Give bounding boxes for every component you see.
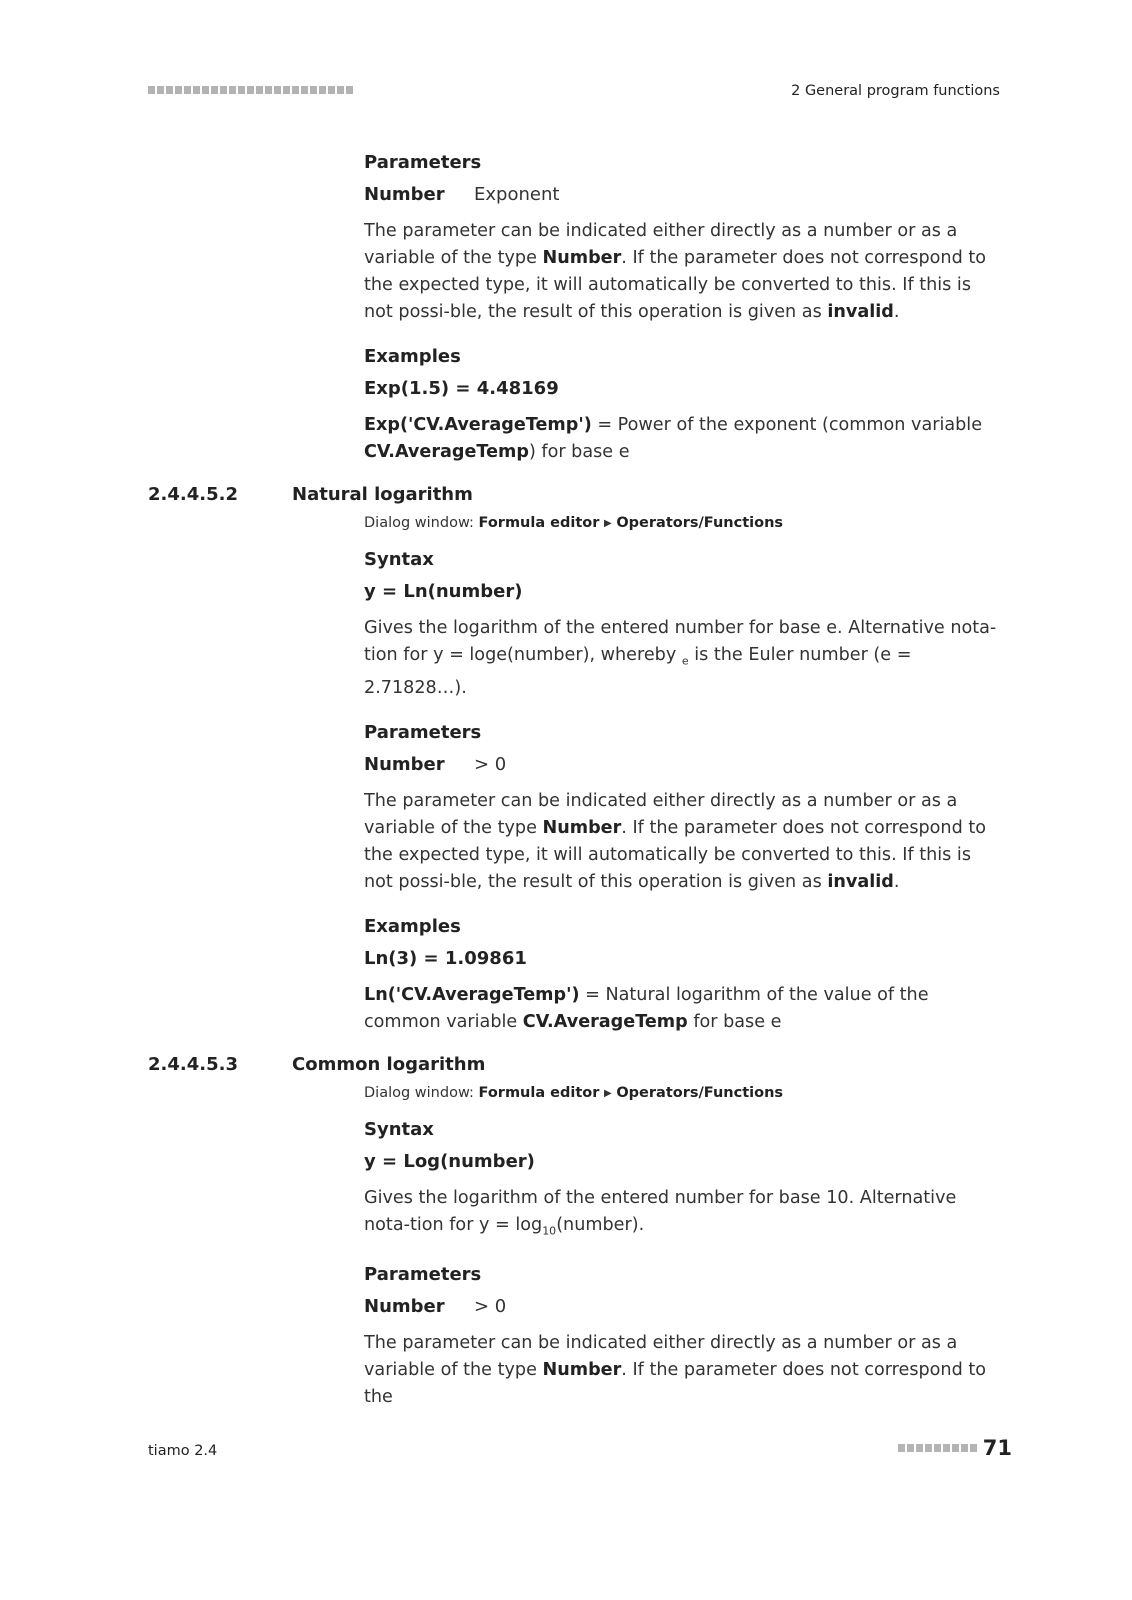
example-description: Ln('CV.AverageTemp') = Natural logarithm of the value of the common variable CV.AverageTemp for base e: [364, 984, 929, 1032]
param-description: The parameter can be indicated either directly as a number or as a variable of the type Number. If the parameter does not correspond to the: [364, 1333, 987, 1408]
footer-product: tiamo 2.4: [148, 1443, 218, 1459]
section-number: 2.4.4.5.3: [148, 1053, 238, 1075]
example-code: Exp(1.5) = 4.48169: [364, 378, 559, 399]
params-heading: Parameters: [364, 721, 482, 743]
section-title: Common logarithm: [292, 1053, 486, 1075]
section-title: Natural logarithm: [292, 484, 473, 505]
dialog-path: Dialog window: Formula editor ▶ Operators/Functions: [364, 515, 784, 531]
syntax-code: y = Log(number): [364, 1150, 535, 1172]
example-description: Exp('CV.AverageTemp') = Power of the exponent (common variable CV.AverageTemp) for base e: [364, 415, 983, 462]
arrow-right-icon: ▶: [604, 518, 612, 529]
param-value: Exponent: [474, 184, 560, 205]
param-name: Number: [364, 1296, 445, 1318]
main-content: [148, 150, 1004, 1411]
header-chapter: 2 General program functions: [791, 83, 1000, 99]
syntax-description: Gives the logarithm of the entered number for base e. Alternative nota-tion for y = loge(number), whereby $_e$ is the Euler number (e = 2.71828…).: [364, 618, 997, 698]
param-row: [364, 182, 1004, 208]
section-common-logarithm: [148, 1052, 1004, 1412]
params-heading: Parameters: [364, 1264, 482, 1286]
section-number: 2.4.4.5.2: [148, 484, 238, 505]
example-code: Ln(3) = 1.09861: [364, 947, 527, 969]
syntax-heading: Syntax: [364, 1118, 434, 1140]
param-name: Number: [364, 184, 445, 205]
dialog-path: Dialog window: Formula editor ▶ Operators/Functions: [364, 1084, 784, 1101]
param-description: The parameter can be indicated either directly as a number or as a variable of the type Number. If the parameter does not correspond to the expected type, it will automatically be converted to this. If this is not possi-ble, the result of this operation is given as invalid.: [364, 221, 987, 322]
footer-marker: [898, 1444, 977, 1452]
param-description: The parameter can be indicated either directly as a number or as a variable of the type Number. If the parameter does not correspond to the expected type, it will automatically be converted to this. If this is not possi-ble, the result of this operation is given as invalid.: [364, 790, 987, 892]
param-name: Number: [364, 753, 445, 775]
param-row: [364, 752, 1004, 778]
header-marker: [148, 86, 353, 94]
param-row: [364, 1294, 1004, 1320]
param-value: > 0: [474, 753, 507, 775]
syntax-description: Gives the logarithm of the entered number for base 10. Alternative nota-tion for $y = \log_{10}(number)$.: [364, 1187, 957, 1238]
arrow-right-icon: ▶: [604, 1087, 612, 1099]
syntax-heading: Syntax: [364, 549, 434, 570]
section-natural-logarithm: [148, 482, 1004, 1036]
params-heading: Parameters: [364, 152, 482, 173]
footer-page: [898, 1436, 1012, 1460]
examples-heading: Examples: [364, 915, 461, 937]
examples-heading: Examples: [364, 346, 461, 367]
syntax-code: y = Ln(number): [364, 581, 523, 602]
page-number: 71: [982, 1436, 1012, 1460]
param-value: > 0: [474, 1296, 507, 1318]
